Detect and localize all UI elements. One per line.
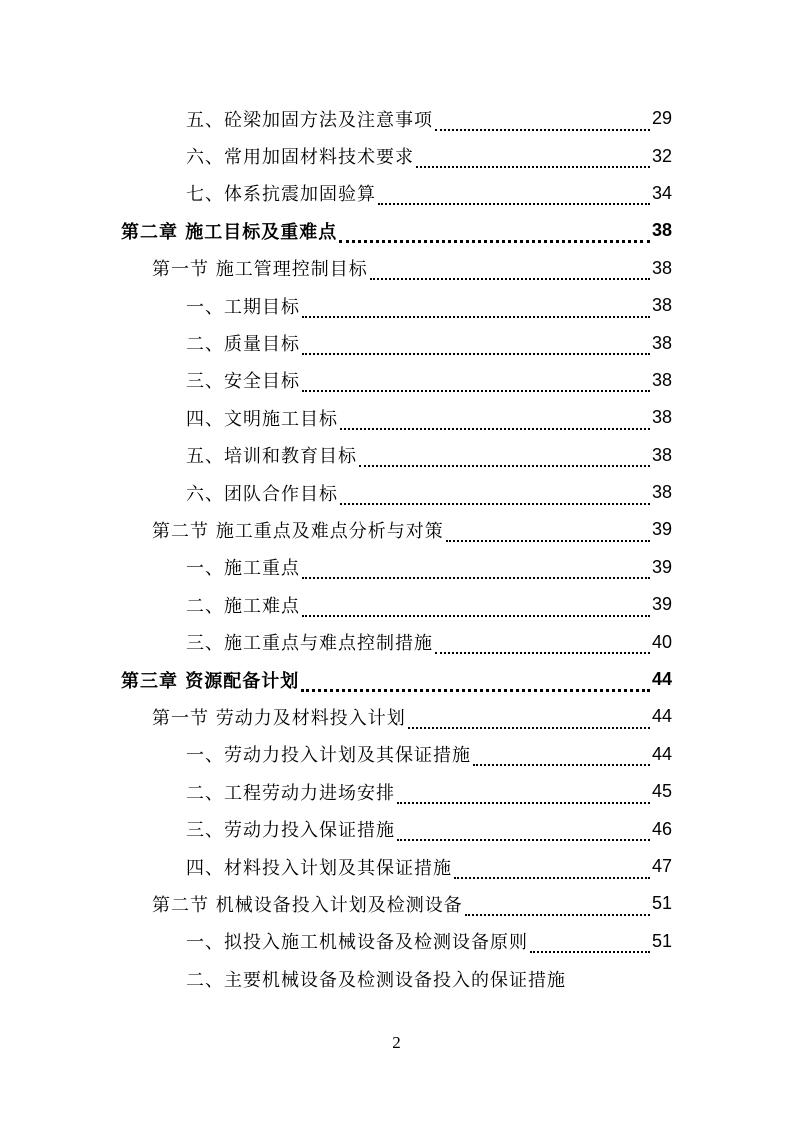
toc-chapter[interactable] (0, 661, 793, 698)
dot-leader (370, 260, 650, 280)
toc-entry[interactable] (0, 437, 793, 474)
toc-entry-label: 三、劳动力投入保证措施 (186, 820, 395, 842)
toc-entry[interactable] (0, 175, 793, 212)
toc-entry-label: 六、常用加固材料技术要求 (186, 147, 414, 169)
dot-leader (340, 485, 650, 505)
toc-entry[interactable] (0, 324, 793, 361)
toc-entry[interactable] (0, 362, 793, 399)
dot-leader (397, 784, 650, 804)
toc-chapter-label: 第二章 施工目标及重难点 (121, 221, 338, 243)
toc-entry[interactable] (0, 474, 793, 511)
toc-chapter-page: 44 (651, 669, 672, 690)
dot-leader (302, 597, 650, 617)
toc-section-label: 第二节 施工重点及难点分析与对策 (152, 520, 444, 542)
toc-entry-page: 38 (651, 444, 672, 465)
dot-leader (378, 185, 650, 205)
toc-section-page: 39 (651, 519, 672, 540)
toc-entry-no-leader[interactable] (0, 960, 793, 997)
dot-leader (465, 896, 650, 916)
toc-entry-page: 45 (651, 781, 672, 802)
toc-entry-label: 一、工期目标 (186, 296, 300, 318)
toc-section[interactable] (0, 250, 793, 287)
dot-leader (454, 859, 650, 879)
toc-section[interactable] (0, 511, 793, 548)
toc-entry-label: 二、施工难点 (186, 595, 300, 617)
toc-entry-page: 38 (651, 407, 672, 428)
dot-leader (435, 111, 650, 131)
toc-entry-label: 五、培训和教育目标 (186, 446, 357, 468)
toc-entry-label: 一、劳动力投入计划及其保证措施 (186, 745, 471, 767)
toc-chapter-label: 第三章 资源配备计划 (121, 670, 300, 692)
toc-entry-page: 34 (651, 182, 672, 203)
toc-entry[interactable] (0, 623, 793, 660)
toc-entry-page: 44 (651, 743, 672, 764)
toc-entry[interactable] (0, 100, 793, 137)
table-of-contents (0, 100, 793, 997)
toc-chapter-page: 38 (651, 220, 672, 241)
dot-leader (339, 222, 650, 243)
dot-leader (302, 559, 650, 579)
dot-leader (302, 372, 650, 392)
toc-section-label: 第一节 劳动力及材料投入计划 (152, 707, 406, 729)
toc-entry-page: 39 (651, 556, 672, 577)
toc-section-page: 44 (651, 706, 672, 727)
dot-leader (359, 447, 650, 467)
dot-leader (397, 821, 650, 841)
dot-leader (473, 746, 650, 766)
toc-section-page: 51 (651, 893, 672, 914)
toc-entry[interactable] (0, 923, 793, 960)
toc-entry[interactable] (0, 586, 793, 623)
toc-section-label: 第一节 施工管理控制目标 (152, 259, 368, 281)
toc-entry[interactable] (0, 736, 793, 773)
toc-section-label: 第二节 机械设备投入计划及检测设备 (152, 894, 463, 916)
toc-entry[interactable] (0, 137, 793, 174)
toc-entry-page: 39 (651, 594, 672, 615)
toc-entry-page: 51 (651, 930, 672, 951)
toc-entry-label: 二、质量目标 (186, 334, 300, 356)
toc-entry-page: 40 (651, 631, 672, 652)
toc-section[interactable] (0, 885, 793, 922)
toc-entry-label: 一、拟投入施工机械设备及检测设备原则 (186, 932, 528, 954)
dot-leader (530, 933, 650, 953)
toc-entry-page: 38 (651, 369, 672, 390)
dot-leader (408, 709, 650, 729)
dot-leader (435, 634, 650, 654)
toc-entry-label: 五、砼梁加固方法及注意事项 (186, 109, 433, 131)
toc-entry[interactable] (0, 287, 793, 324)
toc-entry-label: 二、主要机械设备及检测设备投入的保证措施 (186, 969, 566, 991)
toc-entry[interactable] (0, 810, 793, 847)
dot-leader (446, 522, 650, 542)
dot-leader (302, 298, 650, 318)
dot-leader (416, 148, 650, 168)
toc-entry[interactable] (0, 773, 793, 810)
toc-entry-label: 七、体系抗震加固验算 (186, 184, 376, 206)
toc-entry-label: 四、材料投入计划及其保证措施 (186, 857, 452, 879)
toc-entry-label: 二、工程劳动力进场安排 (186, 782, 395, 804)
toc-entry-label: 六、团队合作目标 (186, 483, 338, 505)
toc-entry[interactable] (0, 848, 793, 885)
page-number: 2 (392, 1033, 401, 1052)
toc-entry[interactable] (0, 399, 793, 436)
toc-entry-page: 47 (651, 856, 672, 876)
toc-entry-page: 38 (651, 332, 672, 353)
dot-leader (301, 671, 650, 692)
dot-leader (340, 410, 650, 430)
toc-section[interactable] (0, 698, 793, 735)
toc-entry-page: 38 (651, 482, 672, 503)
toc-chapter[interactable] (0, 212, 793, 249)
toc-entry-label: 四、文明施工目标 (186, 408, 338, 430)
toc-entry-page: 38 (651, 295, 672, 316)
toc-entry[interactable] (0, 549, 793, 586)
toc-entry-label: 三、安全目标 (186, 371, 300, 393)
toc-section-page: 38 (651, 257, 672, 278)
toc-entry-label: 一、施工重点 (186, 558, 300, 580)
toc-entry-page: 46 (651, 818, 672, 839)
dot-leader (302, 335, 650, 355)
toc-entry-page: 29 (651, 108, 672, 129)
toc-entry-label: 三、施工重点与难点控制措施 (186, 633, 433, 655)
toc-entry-page: 32 (651, 145, 672, 166)
